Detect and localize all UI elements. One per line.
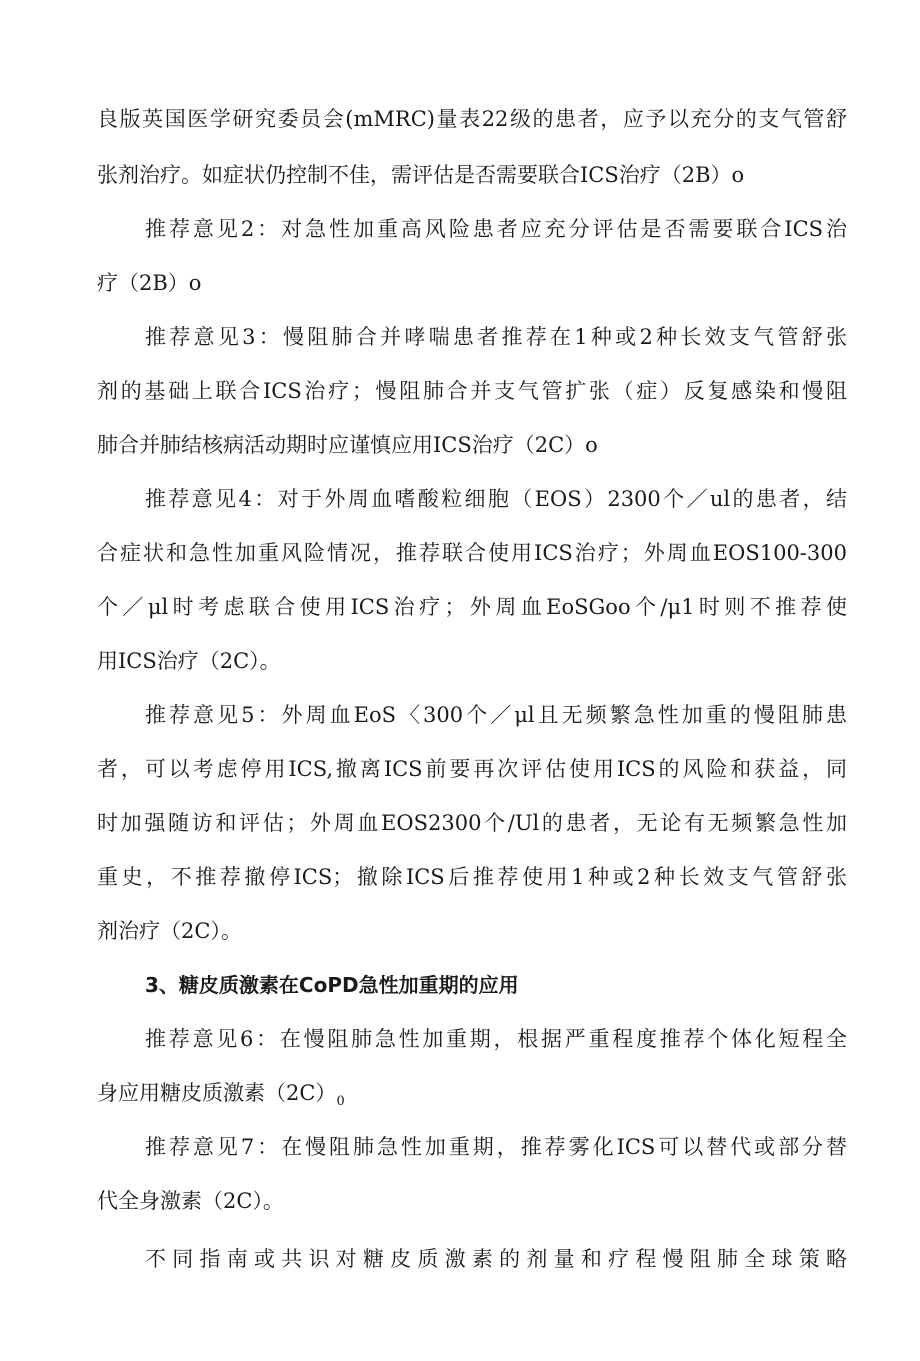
text-line: 疗（2B）o: [97, 271, 202, 295]
text-line: 用ICS治疗（2C）。: [97, 649, 281, 673]
text-line: 者，可以考虑停用ICS,撤离ICS前要再次评估使用ICS的风险和获益，同: [97, 757, 847, 781]
text-line: 推荐意见2：对急性加重高风险患者应充分评估是否需要联合ICS治: [145, 217, 847, 241]
text-line: 推荐意见7：在慢阻肺急性加重期，推荐雾化ICS可以替代或部分替: [145, 1135, 847, 1159]
text-line: 推荐意见4：对于外周血嗜酸粒细胞（EOS）2300个／ul的患者，结: [145, 487, 847, 511]
text-line: 时加强随访和评估；外周血EOS2300个/Ul的患者，无论有无频繁急性加: [97, 811, 847, 835]
text-line: 重史，不推荐撤停ICS；撤除ICS后推荐使用1种或2种长效支气管舒张: [97, 865, 847, 889]
text-line: 张剂治疗。如症状仍控制不佳，需评估是否需要联合ICS治疗（2B）o: [97, 163, 745, 187]
text-line-content: 身应用糖皮质激素（2C）: [97, 1081, 337, 1105]
text-line: 推荐意见3：慢阻肺合并哮喘患者推荐在1种或2种长效支气管舒张: [145, 325, 847, 349]
text-line: 良版英国医学研究委员会(mMRC)量表22级的患者，应予以充分的支气管舒: [97, 107, 847, 131]
section-heading: 3、糖皮质激素在CoPD急性加重期的应用: [145, 973, 519, 997]
text-line: 代全身激素（2C）。: [97, 1189, 284, 1213]
text-line: 合症状和急性加重风险情况，推荐联合使用ICS治疗；外周血EOS100-300: [97, 541, 847, 565]
text-line: 推荐意见5：外周血EoS〈300个／μl且无频繁急性加重的慢阻肺患: [145, 703, 847, 727]
text-line: 推荐意见6：在慢阻肺急性加重期，根据严重程度推荐个体化短程全: [145, 1027, 847, 1051]
text-line: 不同指南或共识对糖皮质激素的剂量和疗程慢阻肺全球策略: [145, 1247, 847, 1271]
text-line: [97, 1078, 847, 1108]
text-line: 个／μl时考虑联合使用ICS治疗；外周血EoSGoo个/μ1时则不推荐使: [97, 595, 847, 619]
text-line: 肺合并肺结核病活动期时应谨慎应用ICS治疗（2C）o: [97, 433, 598, 457]
text-line: 剂治疗（2C）。: [97, 919, 242, 943]
text-line: 剂的基础上联合ICS治疗；慢阻肺合并支气管扩张（症）反复感染和慢阻: [97, 379, 847, 403]
subscript-mark: 0: [336, 1094, 345, 1109]
